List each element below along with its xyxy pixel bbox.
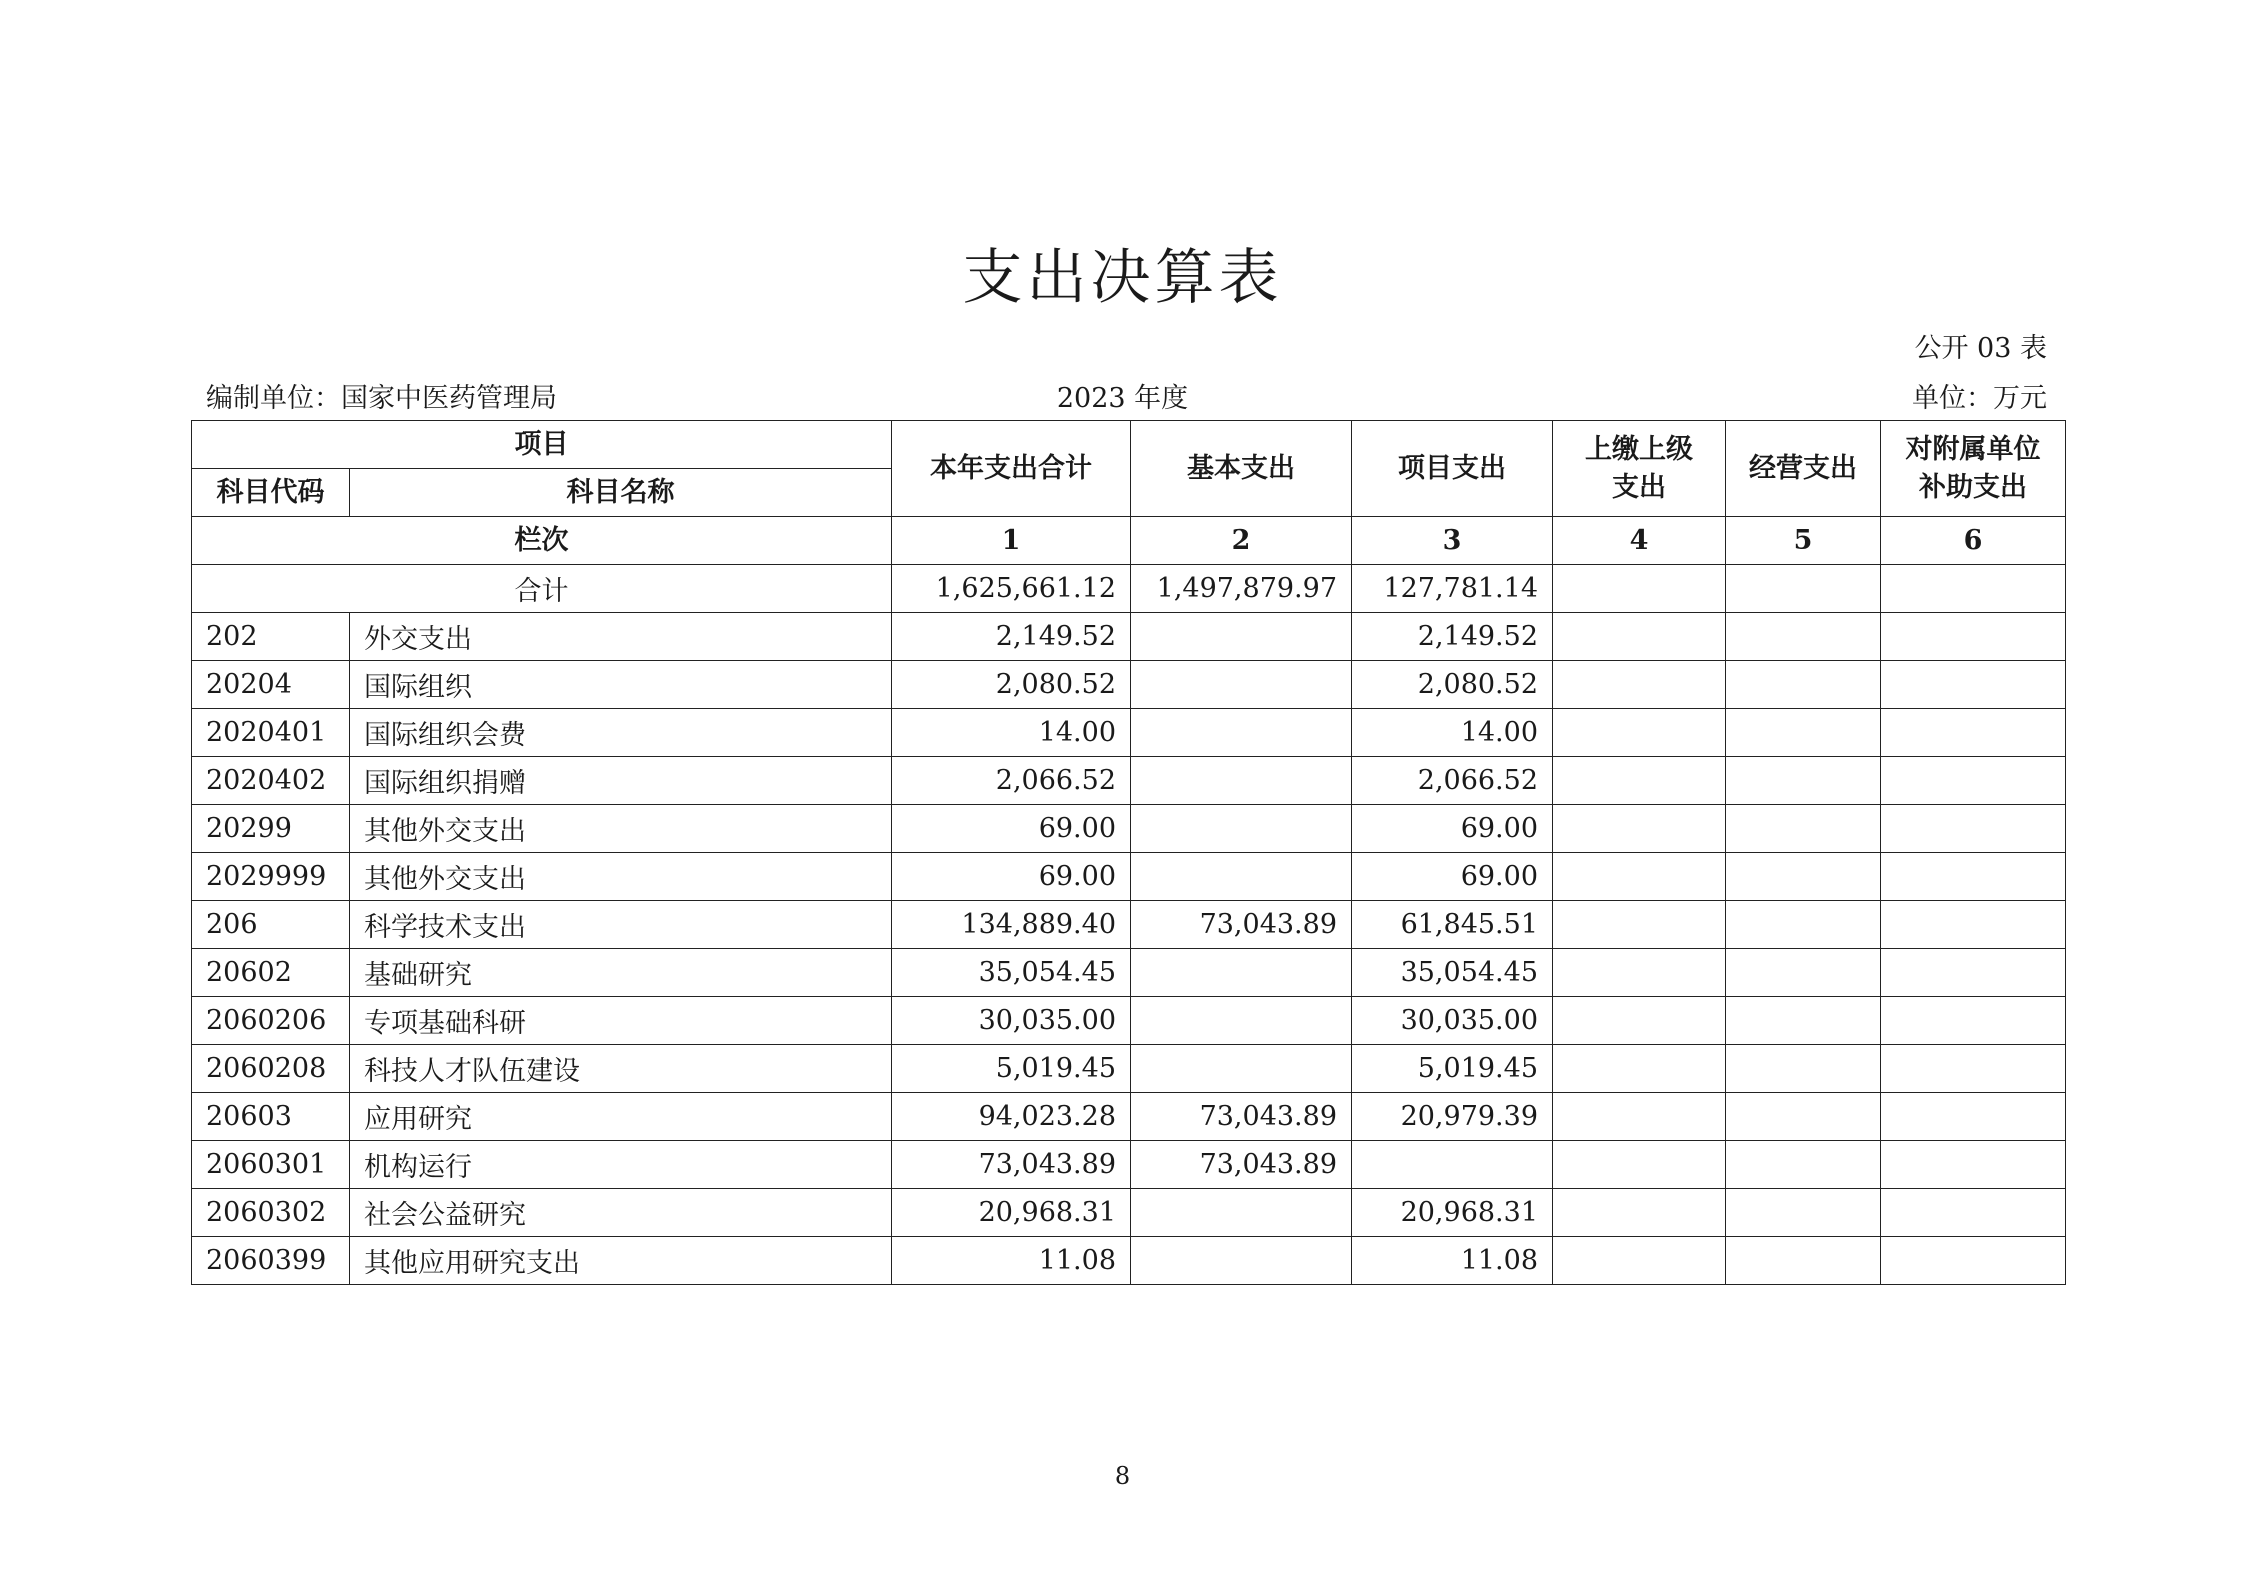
table-row: [192, 1189, 2066, 1237]
total-cell: [1553, 565, 1726, 613]
header-subsidy-text: 对附属单位补助支出: [1905, 433, 2041, 503]
header-business: 经营支出: [1726, 421, 1881, 517]
amount-cell: [1131, 1189, 1352, 1237]
amount-cell: [1881, 613, 2066, 661]
amount-cell: 73,043.89: [1131, 1141, 1352, 1189]
amount-cell: [1131, 613, 1352, 661]
amount-cell: 2,149.52: [892, 613, 1131, 661]
amount-cell: [1726, 853, 1881, 901]
header-total: 本年支出合计: [892, 421, 1131, 517]
amount-cell: [1726, 1237, 1881, 1285]
amount-cell: 35,054.45: [892, 949, 1131, 997]
amount-cell: [1726, 661, 1881, 709]
currency-unit: 单位：万元: [1912, 383, 2047, 414]
subject-code: 2060301: [192, 1141, 350, 1189]
amount-cell: [1881, 1141, 2066, 1189]
amount-cell: [1726, 901, 1881, 949]
amount-cell: 30,035.00: [892, 997, 1131, 1045]
table-row: [192, 1237, 2066, 1285]
table-row: [192, 709, 2066, 757]
amount-cell: [1553, 1189, 1726, 1237]
total-cell: [1726, 565, 1881, 613]
header-basic: 基本支出: [1131, 421, 1352, 517]
amount-cell: [1131, 997, 1352, 1045]
amount-cell: 2,080.52: [1352, 661, 1553, 709]
subject-name: 社会公益研究: [350, 1189, 892, 1237]
amount-cell: [1553, 805, 1726, 853]
amount-cell: [1553, 1237, 1726, 1285]
subject-name: 其他外交支出: [350, 853, 892, 901]
amount-cell: [1881, 901, 2066, 949]
subject-code: 20204: [192, 661, 350, 709]
amount-cell: 5,019.45: [1352, 1045, 1553, 1093]
amount-cell: [1726, 949, 1881, 997]
table-row: [192, 805, 2066, 853]
subject-name: 科技人才队伍建设: [350, 1045, 892, 1093]
amount-cell: [1131, 853, 1352, 901]
subject-name: 其他外交支出: [350, 805, 892, 853]
amount-cell: [1881, 1189, 2066, 1237]
subject-name: 其他应用研究支出: [350, 1237, 892, 1285]
amount-cell: [1726, 1141, 1881, 1189]
subject-code: 206: [192, 901, 350, 949]
amount-cell: 94,023.28: [892, 1093, 1131, 1141]
amount-cell: [1726, 709, 1881, 757]
subject-code: 2060399: [192, 1237, 350, 1285]
amount-cell: [1553, 1141, 1726, 1189]
col-index: 2: [1131, 517, 1352, 565]
subject-code: 20603: [192, 1093, 350, 1141]
amount-cell: 14.00: [892, 709, 1131, 757]
page-number: 8: [1114, 1462, 1131, 1490]
total-cell: [1881, 565, 2066, 613]
subject-name: 国际组织捐赠: [350, 757, 892, 805]
table-row: [192, 1045, 2066, 1093]
col-index: 5: [1726, 517, 1881, 565]
table-row: [192, 853, 2066, 901]
total-label: 合计: [192, 565, 892, 613]
subject-name: 科学技术支出: [350, 901, 892, 949]
amount-cell: [1553, 709, 1726, 757]
amount-cell: [1131, 1045, 1352, 1093]
col-index: 1: [892, 517, 1131, 565]
col-index: 4: [1553, 517, 1726, 565]
amount-cell: [1881, 1093, 2066, 1141]
table-row: [192, 613, 2066, 661]
amount-cell: 5,019.45: [892, 1045, 1131, 1093]
amount-cell: [1553, 1045, 1726, 1093]
table-row: [192, 1141, 2066, 1189]
subject-code: 20602: [192, 949, 350, 997]
amount-cell: 2,066.52: [892, 757, 1131, 805]
amount-cell: 73,043.89: [1131, 1093, 1352, 1141]
amount-cell: [1131, 661, 1352, 709]
subject-code: 2060206: [192, 997, 350, 1045]
amount-cell: 11.08: [1352, 1237, 1553, 1285]
subject-name: 外交支出: [350, 613, 892, 661]
col-index: 3: [1352, 517, 1553, 565]
amount-cell: 35,054.45: [1352, 949, 1553, 997]
header-project: 项目: [192, 421, 892, 469]
amount-cell: 2,066.52: [1352, 757, 1553, 805]
amount-cell: [1553, 949, 1726, 997]
amount-cell: 20,979.39: [1352, 1093, 1553, 1141]
table-row: [192, 661, 2066, 709]
total-row: [192, 565, 2066, 613]
fiscal-year: 2023 年度: [1056, 383, 1189, 414]
amount-cell: 69.00: [1352, 853, 1553, 901]
amount-cell: [1881, 853, 2066, 901]
table-row: [192, 949, 2066, 997]
amount-cell: 61,845.51: [1352, 901, 1553, 949]
amount-cell: [1553, 661, 1726, 709]
page-title: 支出决算表: [962, 243, 1283, 313]
subject-code: 2060208: [192, 1045, 350, 1093]
total-cell: 1,497,879.97: [1131, 565, 1352, 613]
amount-cell: [1131, 1237, 1352, 1285]
col-index: 6: [1881, 517, 2066, 565]
amount-cell: [1726, 805, 1881, 853]
subject-name: 基础研究: [350, 949, 892, 997]
amount-cell: [1881, 709, 2066, 757]
amount-cell: 134,889.40: [892, 901, 1131, 949]
amount-cell: [1553, 1093, 1726, 1141]
amount-cell: [1131, 757, 1352, 805]
header-subsidy: [1881, 421, 2066, 517]
table-row: [192, 757, 2066, 805]
compiling-organization: 编制单位：国家中医药管理局: [206, 383, 557, 414]
amount-cell: [1553, 757, 1726, 805]
amount-cell: 20,968.31: [1352, 1189, 1553, 1237]
amount-cell: 69.00: [1352, 805, 1553, 853]
subject-name: 国际组织: [350, 661, 892, 709]
table-row: [192, 901, 2066, 949]
amount-cell: [1726, 1189, 1881, 1237]
total-cell: 1,625,661.12: [892, 565, 1131, 613]
amount-cell: 20,968.31: [892, 1189, 1131, 1237]
header-row-index: 栏次: [192, 517, 892, 565]
amount-cell: [1131, 709, 1352, 757]
subject-code: 2020402: [192, 757, 350, 805]
amount-cell: 2,080.52: [892, 661, 1131, 709]
subject-code: 2020401: [192, 709, 350, 757]
subject-name: 机构运行: [350, 1141, 892, 1189]
amount-cell: 69.00: [892, 805, 1131, 853]
table-row: [192, 997, 2066, 1045]
amount-cell: 73,043.89: [892, 1141, 1131, 1189]
amount-cell: [1881, 949, 2066, 997]
amount-cell: [1131, 805, 1352, 853]
form-number: 公开 03 表: [1914, 333, 2047, 364]
subject-code: 20299: [192, 805, 350, 853]
amount-cell: [1726, 1045, 1881, 1093]
header-upper-remittance: [1553, 421, 1726, 517]
amount-cell: [1726, 757, 1881, 805]
amount-cell: 30,035.00: [1352, 997, 1553, 1045]
table-row: [192, 1093, 2066, 1141]
amount-cell: [1726, 997, 1881, 1045]
amount-cell: 69.00: [892, 853, 1131, 901]
expenditure-table: [191, 420, 2066, 1285]
header-code: 科目代码: [192, 469, 350, 517]
amount-cell: [1553, 853, 1726, 901]
amount-cell: [1881, 1237, 2066, 1285]
amount-cell: [1881, 997, 2066, 1045]
amount-cell: 2,149.52: [1352, 613, 1553, 661]
subject-name: 国际组织会费: [350, 709, 892, 757]
amount-cell: [1553, 997, 1726, 1045]
subject-code: 2060302: [192, 1189, 350, 1237]
amount-cell: [1726, 1093, 1881, 1141]
amount-cell: [1881, 757, 2066, 805]
amount-cell: [1352, 1141, 1553, 1189]
amount-cell: [1881, 805, 2066, 853]
amount-cell: [1553, 613, 1726, 661]
subject-code: 2029999: [192, 853, 350, 901]
amount-cell: [1881, 661, 2066, 709]
amount-cell: 11.08: [892, 1237, 1131, 1285]
header-name: 科目名称: [350, 469, 892, 517]
amount-cell: [1881, 1045, 2066, 1093]
amount-cell: 73,043.89: [1131, 901, 1352, 949]
header-project-expenditure: 项目支出: [1352, 421, 1553, 517]
header-upper-text: 上缴上级支出: [1584, 433, 1693, 503]
subject-name: 应用研究: [350, 1093, 892, 1141]
amount-cell: 14.00: [1352, 709, 1553, 757]
amount-cell: [1553, 901, 1726, 949]
total-cell: 127,781.14: [1352, 565, 1553, 613]
amount-cell: [1131, 949, 1352, 997]
amount-cell: [1726, 613, 1881, 661]
subject-name: 专项基础科研: [350, 997, 892, 1045]
subject-code: 202: [192, 613, 350, 661]
